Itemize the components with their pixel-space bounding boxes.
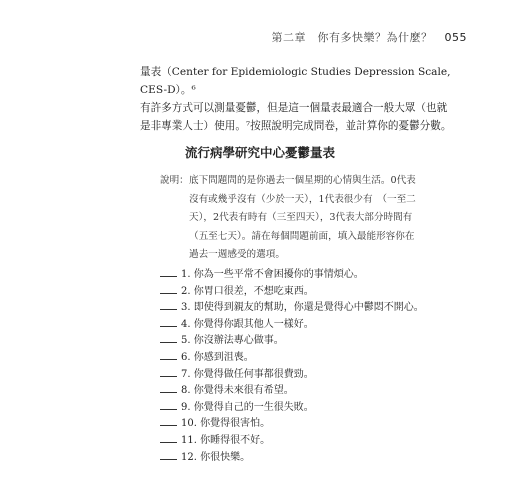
answer-blank[interactable] bbox=[160, 316, 177, 327]
answer-blank[interactable] bbox=[160, 266, 177, 277]
question-item bbox=[160, 299, 460, 316]
instructions-line: 沒有或幾乎沒有（少於一天），1代表很少有 （一至二 bbox=[189, 193, 416, 205]
answer-blank[interactable] bbox=[160, 432, 177, 443]
question-item bbox=[160, 332, 460, 349]
instructions-line: 過去一週感受的選項。 bbox=[189, 249, 285, 260]
answer-blank[interactable] bbox=[160, 349, 177, 360]
intro-line: 有許多方式可以測量憂鬱，但是這一個量表最適合一般大眾（也就 bbox=[140, 102, 448, 114]
question-item bbox=[160, 432, 460, 449]
question-item bbox=[160, 415, 460, 432]
intro-paragraph bbox=[140, 63, 470, 135]
question-text: 8. 你覺得未來很有希望。 bbox=[181, 385, 294, 397]
intro-line: 是非專業人士）使用。⁷按照說明完成問卷，並計算你的憂鬱分數。 bbox=[140, 120, 452, 132]
answer-blank[interactable] bbox=[160, 283, 177, 294]
question-text: 11. 你睡得很不好。 bbox=[181, 434, 271, 446]
running-header bbox=[272, 29, 468, 45]
questionnaire-items bbox=[160, 266, 460, 465]
question-text: 3. 即使得到親友的幫助，你還是覺得心中鬱悶不開心。 bbox=[181, 302, 424, 314]
question-item bbox=[160, 366, 460, 383]
question-item bbox=[160, 349, 460, 366]
question-item bbox=[160, 316, 460, 333]
question-item bbox=[160, 449, 460, 466]
question-text: 9. 你覺得自己的一生很失敗。 bbox=[181, 401, 314, 413]
question-text: 4. 你覺得你跟其他人一樣好。 bbox=[181, 318, 314, 330]
answer-blank[interactable] bbox=[160, 332, 177, 343]
instructions bbox=[160, 172, 470, 265]
instructions-label: 說明： bbox=[160, 175, 189, 186]
question-text: 12. 你很快樂。 bbox=[181, 451, 251, 463]
answer-blank[interactable] bbox=[160, 366, 177, 377]
answer-blank[interactable] bbox=[160, 299, 177, 310]
instructions-body bbox=[189, 172, 470, 265]
question-text: 1. 你為一些平常不會困擾你的事情煩心。 bbox=[181, 269, 364, 280]
answer-blank[interactable] bbox=[160, 415, 177, 426]
question-item bbox=[160, 266, 460, 283]
instructions-line: （五至七天）。請在每個問題前面，填入最能形容你在 bbox=[189, 230, 415, 242]
question-item bbox=[160, 399, 460, 416]
page-number: 055 bbox=[444, 31, 467, 44]
question-text: 6. 你感到沮喪。 bbox=[181, 351, 254, 363]
answer-blank[interactable] bbox=[160, 399, 177, 410]
question-text: 10. 你覺得很害怕。 bbox=[181, 418, 271, 430]
chapter-title: 第二章 你有多快樂？為什麼？ bbox=[271, 31, 433, 44]
question-item bbox=[160, 382, 460, 399]
instructions-line: 天），2代表有時有（三至四天），3代表大部分時間有 bbox=[189, 212, 413, 223]
answer-blank[interactable] bbox=[160, 382, 177, 393]
question-text: 2. 你胃口很差，不想吃東西。 bbox=[181, 285, 314, 297]
instructions-line: 底下問題問的是你過去一個星期的心情與生活。0代表 bbox=[189, 175, 416, 186]
intro-line: 量表（Center for Epidemiologic Studies Depression Scale, CES-D）。⁶ bbox=[140, 66, 451, 96]
scale-title: 流行病學研究中心憂鬱量表 bbox=[184, 145, 335, 160]
question-text: 5. 你沒辦法專心做事。 bbox=[181, 335, 284, 347]
answer-blank[interactable] bbox=[160, 449, 177, 460]
question-text: 7. 你覺得做任何事都很費勁。 bbox=[181, 368, 314, 380]
question-item bbox=[160, 283, 460, 300]
